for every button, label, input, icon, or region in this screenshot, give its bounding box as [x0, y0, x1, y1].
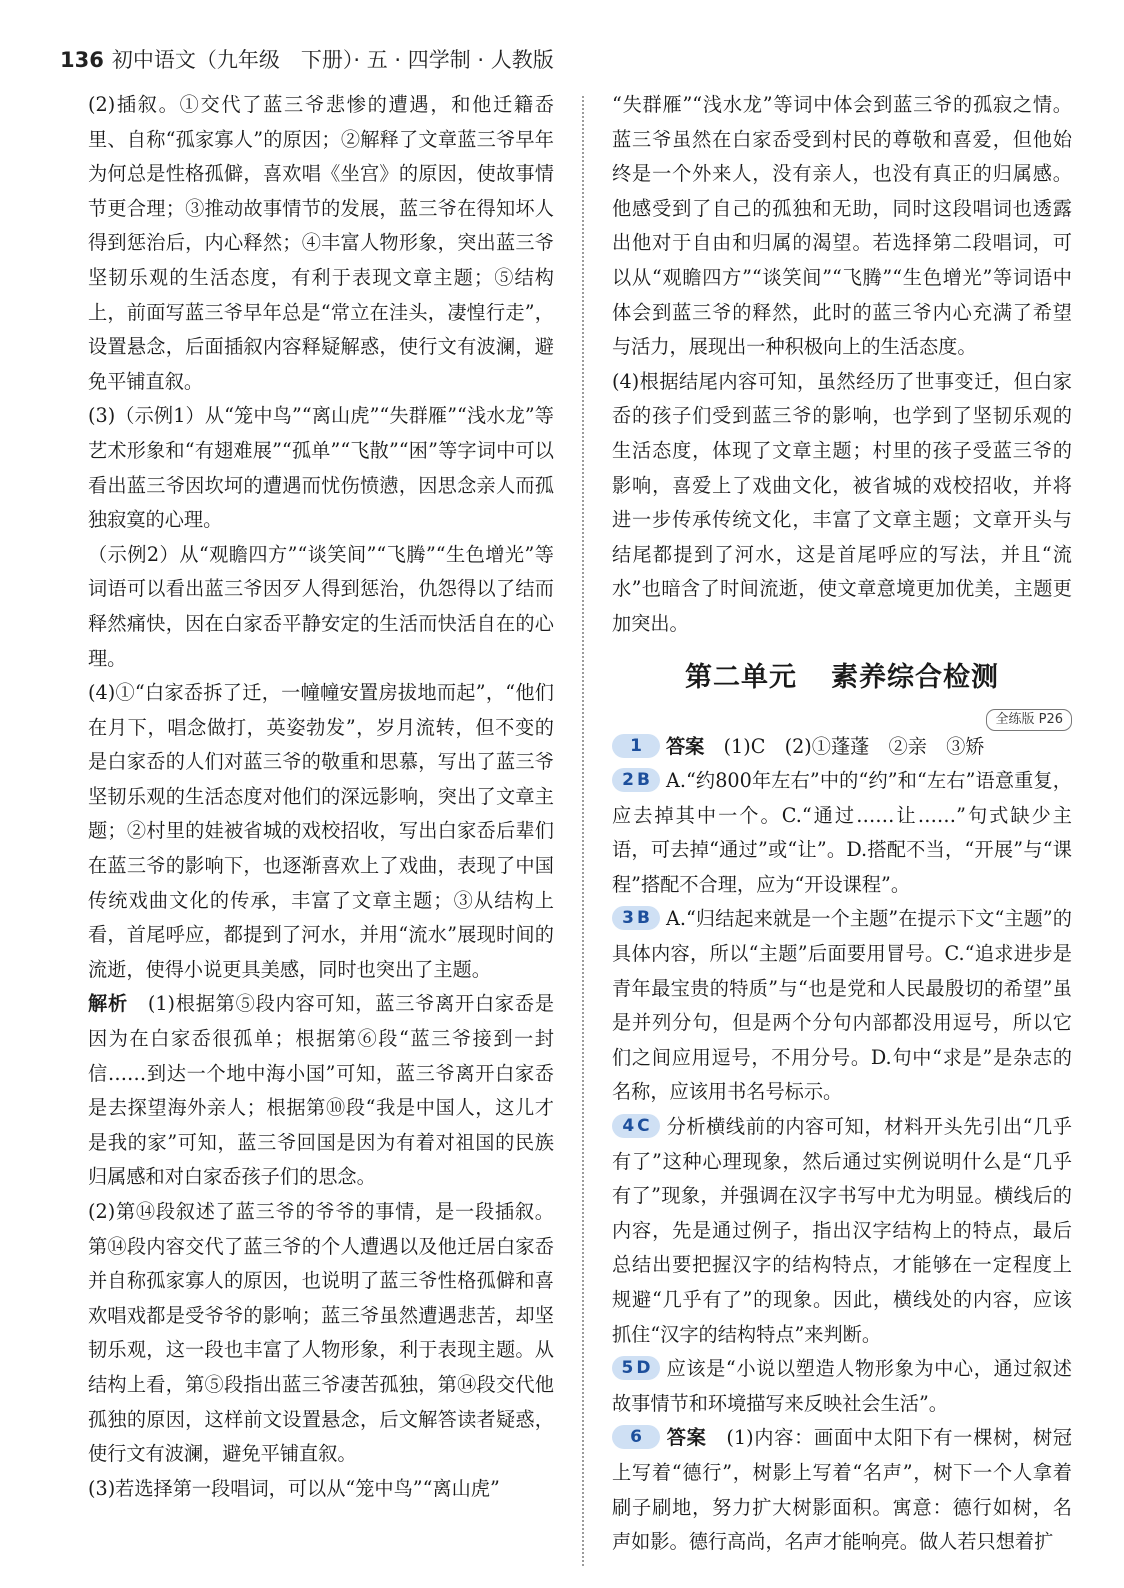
- question-item-3: [612, 902, 1072, 1110]
- answer-paragraph: (2)插叙。①交代了蓝三爷悲惨的遭遇，和他迁籍岙里、自称“孤家寡人”的原因；②解释了文章蓝三爷早年为何总是性格孤僻，喜欢唱《坐宫》的原因，使故事情节更合理；③推动故事情节的发展，蓝三爷在得知坏人得到惩治后，内心释然；④丰富人物形象，突出蓝三爷坚韧乐观的生活态度，有利于表现文章主题；⑤结构上，前面写蓝三爷早年总是“常立在洼头，凄惶行走”，设置悬念，后面插叙内容释疑解惑，使行文有波澜，避免平铺直叙。: [88, 93, 554, 393]
- question-number-badge: 2 B: [612, 768, 660, 792]
- answer-paragraph: (4)①“白家岙拆了迁，一幢幢安置房拔地而起”，“他们在月下，唱念做打，英姿勃发”，岁月流转，但不变的是白家岙的人们对蓝三爷的敬重和思慕，写出了蓝三爷坚韧乐观的生活态度对他们的深远影响，突出了文章主题；②村里的娃被省城的戏校招收，写出白家岙后辈们在蓝三爷的影响下，也逐渐喜欢上了戏曲，表现了中国传统戏曲文化的传承，丰富了文章主题；③从结构上看，首尾呼应，都提到了河水，并用“流水”展现时间的流逝，使得小说更具美感，同时也突出了主题。: [88, 681, 554, 981]
- section-title-unit: 第二单元: [685, 661, 797, 693]
- left-column: [88, 88, 554, 1506]
- question-item-5: [612, 1352, 1072, 1421]
- question-number-badge: 3 B: [612, 906, 660, 930]
- analysis-paragraph: [88, 987, 554, 1195]
- question-number-badge: 4 C: [612, 1114, 660, 1138]
- answer-paragraph: （示例2）从“观瞻四方”“谈笑间”“飞腾”“生色增光”等词语可以看出蓝三爷因歹人得到惩治，仇怨得以了结而释然痛快，因在白家岙平静安定的生活而快活自在的心理。: [88, 542, 554, 670]
- question-answer-text: (1)C (2)①蓬蓬 ②亲 ③矫: [704, 734, 985, 758]
- answer-paragraph: (2)第⑭段叙述了蓝三爷的爷爷的事情，是一段插叙。第⑭段内容交代了蓝三爷的个人遭遇以及他迁居白家岙并自称孤家寡人的原因，也说明了蓝三爷性格孤僻和喜欢唱戏都是受爷爷的影响；蓝三爷虽然遭遇悲苦，却坚韧乐观，这一段也丰富了人物形象，利于表现主题。从结构上看，第⑤段指出蓝三爷凄苦孤独，第⑭段交代他孤独的原因，这样前文设置悬念，后文解答读者疑惑，使行文有波澜，避免平铺直叙。: [88, 1200, 554, 1466]
- reference-wrap: [612, 700, 1072, 730]
- question-answer-text: 应该是“小说以塑造人物形象为中心，通过叙述故事情节和环境描写来反映社会生活”。: [612, 1357, 1072, 1415]
- answer-label: 答案: [666, 734, 705, 758]
- section-title-name: 素养综合检测: [831, 661, 999, 693]
- section-title: [612, 656, 1072, 700]
- answer-paragraph: (4)根据结尾内容可知，虽然经历了世事变迁，但白家岙的孩子们受到蓝三爷的影响，也学到了坚韧乐观的生活态度，体现了文章主题；村里的孩子受蓝三爷的影响，喜爱上了戏曲文化，被省城的戏校招收，并将进一步传承传统文化，丰富了文章主题；文章开头与结尾都提到了河水，这是首尾呼应的写法，并且“流水”也暗含了时间流逝，使文章意境更加优美，主题更加突出。: [612, 369, 1072, 635]
- column-divider: [582, 96, 584, 1566]
- analysis-label: 解析: [88, 992, 128, 1016]
- question-number-badge: 1: [612, 734, 660, 758]
- question-item-2: [612, 764, 1072, 902]
- answer-label: 答案: [666, 1426, 707, 1450]
- analysis-text: (1)根据第⑤段内容可知，蓝三爷离开白家岙是因为在白家岙很孤单；根据第⑥段“蓝三爷接到一封信……到达一个地中海小国”可知，蓝三爷离开白家岙是去探望海外亲人；根据第⑩段“我是中国人，这儿才是我的家”可知，蓝三爷回国是因为有着对祖国的民族归属感和对白家岙孩子们的思念。: [88, 992, 555, 1189]
- question-number-badge: 5 D: [612, 1356, 660, 1380]
- question-answer-text: (1)内容：画面中太阳下有一棵树，树冠上写着“德行”，树影上写着“名声”，树下一个人拿着刷子刷地，努力扩大树影面积。寓意：德行如树，名声如影。德行高尚，名声才能响亮。做人若只想着扩: [612, 1426, 1072, 1554]
- question-item-4: [612, 1110, 1072, 1352]
- reference-tag: 全练版 P26: [986, 709, 1072, 731]
- question-item-1: [612, 730, 1072, 765]
- question-answer-text: 分析横线前的内容可知，材料开头先引出“几乎有了”这种心理现象，然后通过实例说明什么是“几乎有了”现象，并强调在汉字书写中尤为明显。横线后的内容，先是通过例子，指出汉字结构上的特点，最后总结出要把握汉字的结构特点，才能够在一定程度上规避“几乎有了”的现象。因此，横线处的内容，应该抓住“汉字的结构特点”来判断。: [612, 1115, 1072, 1346]
- answer-paragraph: “失群雁”“浅水龙”等词中体会到蓝三爷的孤寂之情。蓝三爷虽然在白家岙受到村民的尊敬和喜爱，但他始终是一个外来人，没有亲人，也没有真正的归属感。他感受到了自己的孤独和无助，同时这段唱词也透露出他对于自由和归属的渴望。若选择第二段唱词，可以从“观瞻四方”“谈笑间”“飞腾”“生色增光”等词语中体会到蓝三爷的释然，此时的蓝三爷内心充满了希望与活力，展现出一种积极向上的生活态度。: [612, 93, 1072, 359]
- question-number-badge: 6: [612, 1425, 660, 1449]
- right-column: [612, 88, 1072, 1560]
- page-header: [60, 44, 554, 74]
- question-answer-text: A.“约800年左右”中的“约”和“左右”语意重复，应去掉其中一个。C.“通过……让……”句式缺少主语，可去掉“通过”或“让”。D.搭配不当，“开展”与“课程”搭配不合理，应为“开设课程”。: [612, 769, 1072, 896]
- answer-paragraph: (3)若选择第一段唱词，可以从“笼中鸟”“离山虎”: [88, 1476, 500, 1500]
- answer-paragraph: (3)（示例1）从“笼中鸟”“离山虎”“失群雁”“浅水龙”等艺术形象和“有翅难展”“孤单”“飞散”“困”等字词中可以看出蓝三爷因坎坷的遭遇而忧伤愤懑，因思念亲人而孤独寂寞的心理。: [88, 404, 554, 532]
- page-number: 136: [60, 48, 104, 72]
- question-answer-text: A.“归结起来就是一个主题”在提示下文“主题”的具体内容，所以“主题”后面要用冒号。C.“追求进步是青年最宝贵的特质”与“也是党和人民最殷切的希望”虽是并列分句，但是两个分句内部都没用逗号，所以它们之间应用逗号，不用分号。D.句中“求是”是杂志的名称，应该用书名号标示。: [612, 907, 1072, 1104]
- question-item-6: [612, 1421, 1072, 1559]
- book-title: 初中语文（九年级 下册）· 五 · 四学制 · 人教版: [111, 48, 554, 72]
